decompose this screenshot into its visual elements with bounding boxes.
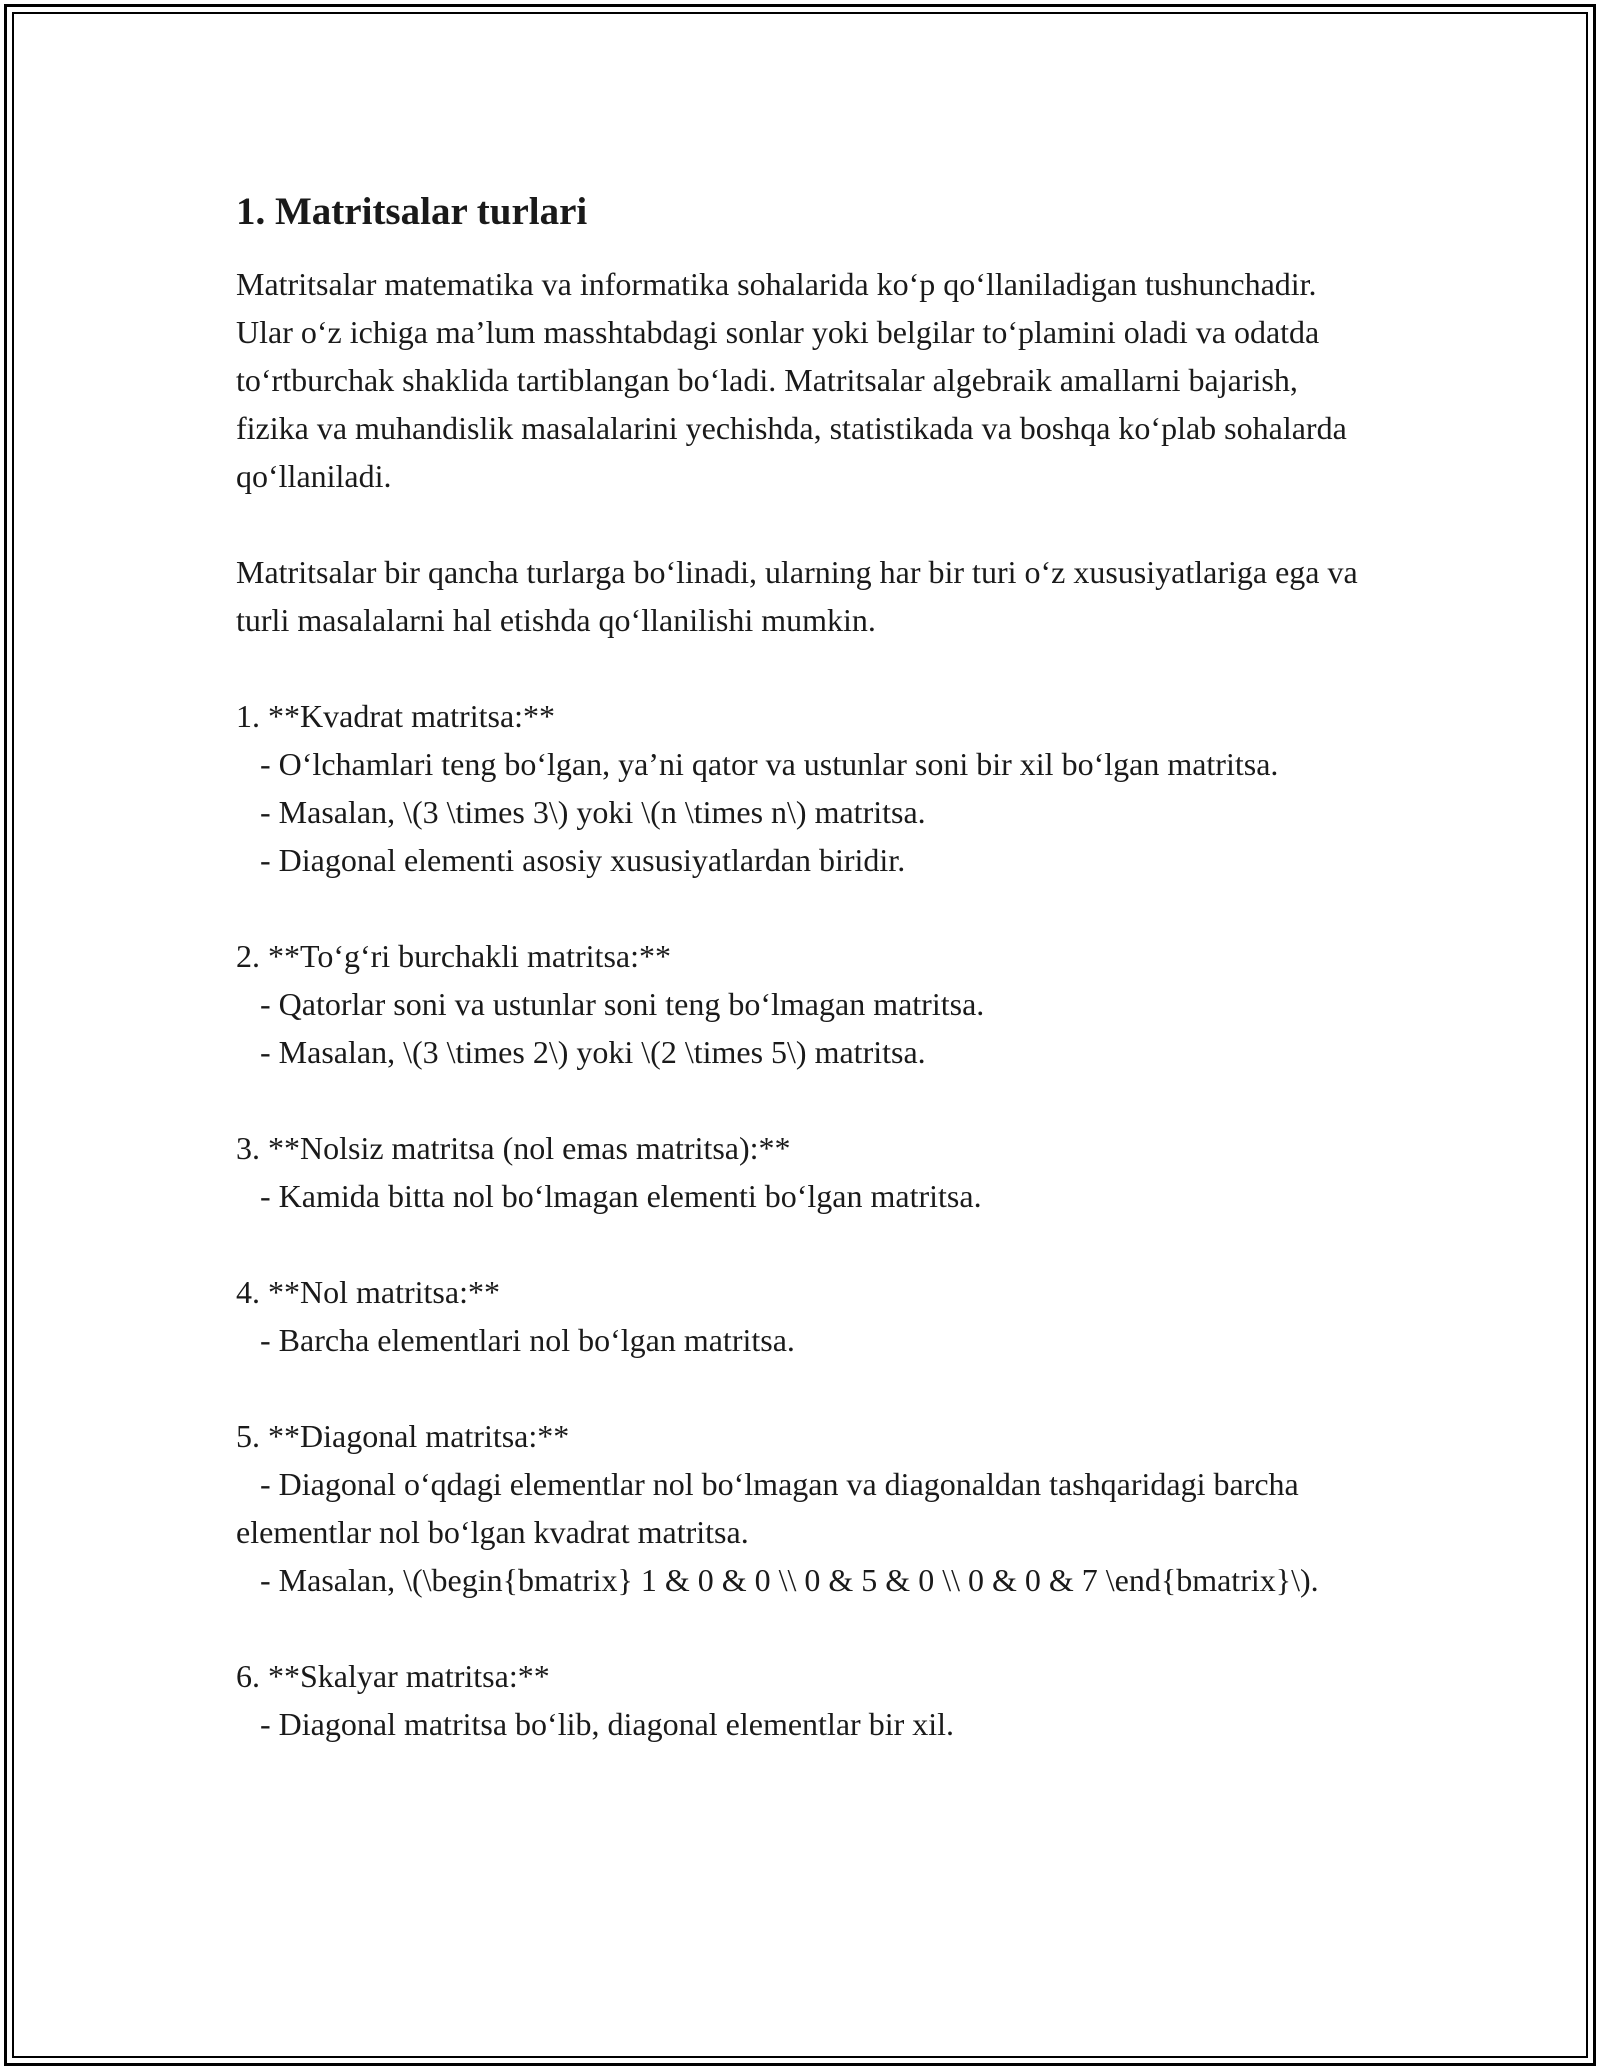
spacer (236, 1604, 1376, 1652)
matrix-type-item (236, 1268, 1376, 1364)
intro-paragraph: Matritsalar matematika va informatika sohalarida ko‘p qo‘llaniladigan tushunchadir. Ular o‘z ichiga ma’lum masshtabdagi sonlar yoki belgilar to‘plamini oladi va odatda to‘rtburchak shaklida tartiblangan bo‘ladi. Matritsalar algebraik amallarni bajarish, fizika va muhandislik masalalarini yechishda, statistikada va boshqa ko‘plab sohalarda qo‘llaniladi. (236, 266, 1355, 494)
item-heading: 6. **Skalyar matritsa:** (236, 1658, 550, 1694)
item-line: - Masalan, \(3 \times 3\) yoki \(n \times n\) matritsa. (260, 794, 926, 830)
item-heading: 5. **Diagonal matritsa:** (236, 1418, 570, 1454)
document-body (236, 188, 1376, 1748)
matrix-type-item (236, 692, 1376, 884)
item-line: - Masalan, \(3 \times 2\) yoki \(2 \times 5\) matritsa. (260, 1034, 926, 1070)
matrix-type-item (236, 932, 1376, 1076)
item-line: - Diagonal elementi asosiy xususiyatlardan biridir. (260, 842, 906, 878)
item-line: - Kamida bitta nol bo‘lmagan elementi bo‘lgan matritsa. (260, 1178, 982, 1214)
spacer (236, 500, 1376, 548)
spacer (236, 1364, 1376, 1412)
spacer (236, 644, 1376, 692)
spacer (236, 1076, 1376, 1124)
item-line: - Diagonal o‘qdagi elementlar nol bo‘lmagan va diagonaldan tashqaridagi barcha elementlar nol bo‘lgan kvadrat matritsa. (236, 1466, 1307, 1550)
types-paragraph: Matritsalar bir qancha turlarga bo‘linadi, ularning har bir turi o‘z xususiyatlariga ega va turli masalalarni hal etishda qo‘llanilishi mumkin. (236, 554, 1366, 638)
item-line: - Diagonal matritsa bo‘lib, diagonal elementlar bir xil. (260, 1706, 955, 1742)
spacer (236, 1220, 1376, 1268)
item-heading: 4. **Nol matritsa:** (236, 1274, 500, 1310)
document-title: 1. Matritsalar turlari (236, 190, 588, 233)
item-line: - O‘lchamlari teng bo‘lgan, ya’ni qator va ustunlar soni bir xil bo‘lgan matritsa. (260, 746, 1279, 782)
item-heading: 2. **To‘g‘ri burchakli matritsa:** (236, 938, 671, 974)
spacer (236, 884, 1376, 932)
item-line: - Qatorlar soni va ustunlar soni teng bo‘lmagan matritsa. (260, 986, 985, 1022)
item-heading: 3. **Nolsiz matritsa (nol emas matritsa):** (236, 1130, 791, 1166)
matrix-type-item (236, 1124, 1376, 1220)
item-line: - Barcha elementlari nol bo‘lgan matritsa. (260, 1322, 795, 1358)
item-line: - Masalan, \(\begin{bmatrix} 1 & 0 & 0 \\ 0 & 5 & 0 \\ 0 & 0 & 7 \end{bmatrix}\). (260, 1562, 1319, 1598)
matrix-type-item (236, 1652, 1376, 1748)
matrix-type-item (236, 1412, 1376, 1604)
item-heading: 1. **Kvadrat matritsa:** (236, 698, 556, 734)
